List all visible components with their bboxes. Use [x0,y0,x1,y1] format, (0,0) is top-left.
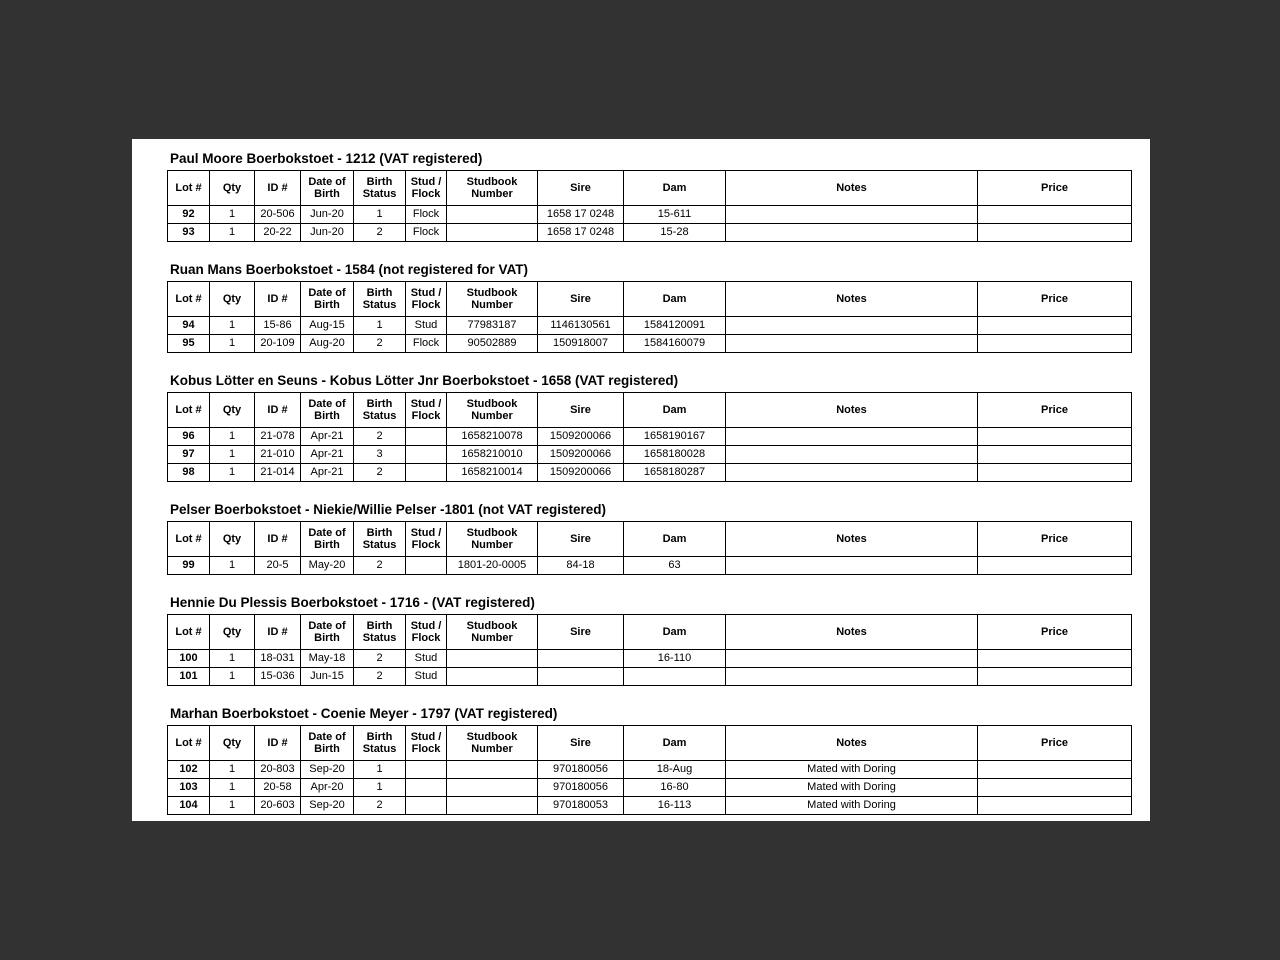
section-title: Paul Moore Boerbokstoet - 1212 (VAT registered) [170,151,483,166]
cell-price [978,797,1132,815]
cell-notes [726,650,978,668]
cell-price [978,206,1132,224]
cell-sire [538,668,624,686]
cell-notes [726,446,978,464]
cell-studbook: 90502889 [447,335,538,353]
column-header-price: Price [978,393,1132,428]
cell-price [978,317,1132,335]
column-header-qty: Qty [210,393,255,428]
lot-section [167,150,1150,242]
header-row [168,522,1132,557]
cell-price [978,668,1132,686]
cell-price [978,650,1132,668]
column-header-stud-flock: Stud / Flock [406,726,447,761]
cell-qty: 1 [210,335,255,353]
cell-studbook [447,206,538,224]
catalogue-content [132,139,1150,815]
cell-dob: Sep-20 [301,797,354,815]
cell-qty: 1 [210,557,255,575]
cell-lot: 99 [168,557,210,575]
column-header-id: ID # [255,282,301,317]
cell-sire: 1146130561 [538,317,624,335]
cell-dam: 16-80 [624,779,726,797]
cell-sire: 1658 17 0248 [538,206,624,224]
column-header-dob: Date of Birth [301,522,354,557]
column-header-id: ID # [255,615,301,650]
table-row [168,206,1132,224]
cell-dob: Jun-15 [301,668,354,686]
cell-dam: 1584120091 [624,317,726,335]
cell-dob: Apr-21 [301,428,354,446]
lot-section [167,705,1150,815]
column-header-qty: Qty [210,282,255,317]
column-header-dam: Dam [624,171,726,206]
cell-notes [726,428,978,446]
cell-birth-status: 2 [354,428,406,446]
column-header-notes: Notes [726,393,978,428]
cell-price [978,335,1132,353]
column-header-price: Price [978,282,1132,317]
cell-dob: Aug-15 [301,317,354,335]
cell-dam: 1658180028 [624,446,726,464]
column-header-studbook: Studbook Number [447,726,538,761]
cell-stud-flock: Stud [406,650,447,668]
cell-id: 20-109 [255,335,301,353]
cell-lot: 93 [168,224,210,242]
cell-id: 21-010 [255,446,301,464]
column-header-birth-status: Birth Status [354,615,406,650]
cell-id: 15-036 [255,668,301,686]
column-header-stud-flock: Stud / Flock [406,615,447,650]
header-row [168,171,1132,206]
cell-studbook [447,761,538,779]
section-title: Pelser Boerbokstoet - Niekie/Willie Pelser -1801 (not VAT registered) [170,502,607,517]
cell-dob: Sep-20 [301,761,354,779]
column-header-qty: Qty [210,615,255,650]
cell-qty: 1 [210,761,255,779]
cell-dam: 16-113 [624,797,726,815]
column-header-notes: Notes [726,171,978,206]
column-header-lot: Lot # [168,171,210,206]
cell-id: 21-014 [255,464,301,482]
table-row [168,446,1132,464]
cell-notes: Mated with Doring [726,779,978,797]
cell-notes [726,224,978,242]
column-header-lot: Lot # [168,282,210,317]
cell-dam: 1658190167 [624,428,726,446]
cell-stud-flock: Flock [406,335,447,353]
cell-price [978,224,1132,242]
cell-price [978,761,1132,779]
cell-qty: 1 [210,650,255,668]
cell-stud-flock [406,761,447,779]
cell-dob: Apr-21 [301,446,354,464]
column-header-id: ID # [255,393,301,428]
cell-stud-flock [406,446,447,464]
cell-dob: Jun-20 [301,224,354,242]
cell-qty: 1 [210,446,255,464]
cell-lot: 103 [168,779,210,797]
column-header-id: ID # [255,171,301,206]
cell-id: 15-86 [255,317,301,335]
cell-studbook: 1801-20-0005 [447,557,538,575]
column-header-birth-status: Birth Status [354,171,406,206]
header-row [168,615,1132,650]
cell-notes [726,317,978,335]
column-header-studbook: Studbook Number [447,171,538,206]
cell-sire: 970180056 [538,761,624,779]
header-row [168,726,1132,761]
cell-lot: 98 [168,464,210,482]
column-header-stud-flock: Stud / Flock [406,171,447,206]
cell-studbook [447,668,538,686]
header-row [168,393,1132,428]
cell-notes [726,557,978,575]
lot-section [167,261,1150,353]
column-header-sire: Sire [538,615,624,650]
table-row [168,335,1132,353]
cell-qty: 1 [210,779,255,797]
cell-dob: Aug-20 [301,335,354,353]
section-title: Marhan Boerbokstoet - Coenie Meyer - 1797 (VAT registered) [170,706,558,721]
cell-dam: 1584160079 [624,335,726,353]
table-row [168,650,1132,668]
cell-dam: 16-110 [624,650,726,668]
cell-sire: 1658 17 0248 [538,224,624,242]
lot-table [167,392,1132,482]
column-header-stud-flock: Stud / Flock [406,282,447,317]
column-header-lot: Lot # [168,522,210,557]
cell-id: 20-603 [255,797,301,815]
cell-id: 20-22 [255,224,301,242]
lot-table [167,614,1132,686]
column-header-birth-status: Birth Status [354,726,406,761]
cell-dob: May-20 [301,557,354,575]
column-header-lot: Lot # [168,726,210,761]
cell-studbook [447,650,538,668]
cell-birth-status: 1 [354,761,406,779]
cell-studbook [447,779,538,797]
column-header-dob: Date of Birth [301,393,354,428]
cell-studbook [447,224,538,242]
cell-price [978,779,1132,797]
cell-birth-status: 2 [354,797,406,815]
column-header-sire: Sire [538,393,624,428]
column-header-id: ID # [255,726,301,761]
column-header-sire: Sire [538,282,624,317]
lot-section [167,372,1150,482]
header-row [168,282,1132,317]
column-header-sire: Sire [538,522,624,557]
table-row [168,557,1132,575]
cell-dam: 1658180287 [624,464,726,482]
table-row [168,464,1132,482]
cell-qty: 1 [210,317,255,335]
cell-stud-flock [406,428,447,446]
cell-stud-flock: Flock [406,206,447,224]
cell-notes [726,464,978,482]
cell-birth-status: 2 [354,557,406,575]
column-header-price: Price [978,615,1132,650]
column-header-sire: Sire [538,726,624,761]
cell-studbook: 77983187 [447,317,538,335]
column-header-lot: Lot # [168,393,210,428]
cell-price [978,464,1132,482]
column-header-studbook: Studbook Number [447,393,538,428]
cell-qty: 1 [210,224,255,242]
column-header-birth-status: Birth Status [354,282,406,317]
cell-lot: 94 [168,317,210,335]
column-header-dam: Dam [624,282,726,317]
cell-sire: 1509200066 [538,464,624,482]
cell-notes: Mated with Doring [726,797,978,815]
column-header-studbook: Studbook Number [447,615,538,650]
cell-qty: 1 [210,428,255,446]
cell-dob: May-18 [301,650,354,668]
column-header-dam: Dam [624,393,726,428]
table-row [168,779,1132,797]
column-header-stud-flock: Stud / Flock [406,522,447,557]
cell-birth-status: 2 [354,668,406,686]
table-row [168,761,1132,779]
cell-notes [726,206,978,224]
cell-id: 21-078 [255,428,301,446]
cell-stud-flock [406,557,447,575]
cell-id: 20-5 [255,557,301,575]
cell-dam: 15-28 [624,224,726,242]
lot-table [167,725,1132,815]
cell-birth-status: 2 [354,464,406,482]
cell-dam: 18-Aug [624,761,726,779]
column-header-price: Price [978,171,1132,206]
column-header-birth-status: Birth Status [354,522,406,557]
cell-stud-flock [406,797,447,815]
cell-id: 18-031 [255,650,301,668]
cell-dob: Jun-20 [301,206,354,224]
column-header-dam: Dam [624,726,726,761]
column-header-lot: Lot # [168,615,210,650]
cell-birth-status: 2 [354,224,406,242]
cell-dam [624,668,726,686]
section-title: Kobus Lötter en Seuns - Kobus Lötter Jnr Boerbokstoet - 1658 (VAT registered) [170,373,679,388]
lot-table [167,281,1132,353]
cell-stud-flock: Stud [406,317,447,335]
cell-lot: 104 [168,797,210,815]
cell-dam: 15-611 [624,206,726,224]
cell-notes: Mated with Doring [726,761,978,779]
cell-price [978,446,1132,464]
cell-lot: 97 [168,446,210,464]
column-header-stud-flock: Stud / Flock [406,393,447,428]
column-header-dam: Dam [624,615,726,650]
column-header-qty: Qty [210,522,255,557]
cell-id: 20-506 [255,206,301,224]
cell-dam: 63 [624,557,726,575]
cell-studbook: 1658210014 [447,464,538,482]
column-header-id: ID # [255,522,301,557]
cell-sire: 970180056 [538,779,624,797]
column-header-dob: Date of Birth [301,171,354,206]
column-header-price: Price [978,522,1132,557]
cell-birth-status: 2 [354,650,406,668]
column-header-dob: Date of Birth [301,726,354,761]
column-header-dob: Date of Birth [301,615,354,650]
cell-birth-status: 1 [354,317,406,335]
cell-studbook: 1658210078 [447,428,538,446]
table-row [168,668,1132,686]
cell-studbook [447,797,538,815]
cell-lot: 95 [168,335,210,353]
cell-sire: 150918007 [538,335,624,353]
cell-birth-status: 3 [354,446,406,464]
column-header-notes: Notes [726,522,978,557]
cell-stud-flock: Flock [406,224,447,242]
cell-qty: 1 [210,668,255,686]
cell-price [978,557,1132,575]
lot-table [167,170,1132,242]
column-header-dob: Date of Birth [301,282,354,317]
table-row [168,317,1132,335]
cell-sire [538,650,624,668]
column-header-price: Price [978,726,1132,761]
cell-id: 20-803 [255,761,301,779]
cell-qty: 1 [210,206,255,224]
column-header-notes: Notes [726,726,978,761]
lot-section [167,501,1150,575]
table-row [168,797,1132,815]
column-header-studbook: Studbook Number [447,522,538,557]
document-page [132,139,1150,821]
cell-birth-status: 1 [354,779,406,797]
cell-lot: 101 [168,668,210,686]
column-header-dam: Dam [624,522,726,557]
cell-price [978,428,1132,446]
cell-studbook: 1658210010 [447,446,538,464]
cell-dob: Apr-20 [301,779,354,797]
table-row [168,224,1132,242]
section-title: Ruan Mans Boerbokstoet - 1584 (not registered for VAT) [170,262,529,277]
cell-birth-status: 1 [354,206,406,224]
cell-sire: 1509200066 [538,428,624,446]
column-header-sire: Sire [538,171,624,206]
cell-sire: 1509200066 [538,446,624,464]
cell-stud-flock: Stud [406,668,447,686]
cell-stud-flock [406,779,447,797]
section-title: Hennie Du Plessis Boerbokstoet - 1716 - (VAT registered) [170,595,535,610]
column-header-qty: Qty [210,726,255,761]
column-header-notes: Notes [726,282,978,317]
cell-notes [726,668,978,686]
cell-notes [726,335,978,353]
table-row [168,428,1132,446]
column-header-studbook: Studbook Number [447,282,538,317]
lot-section [167,594,1150,686]
cell-sire: 970180053 [538,797,624,815]
column-header-birth-status: Birth Status [354,393,406,428]
cell-sire: 84-18 [538,557,624,575]
lot-table [167,521,1132,575]
cell-stud-flock [406,464,447,482]
column-header-qty: Qty [210,171,255,206]
cell-birth-status: 2 [354,335,406,353]
cell-lot: 96 [168,428,210,446]
cell-lot: 102 [168,761,210,779]
column-header-notes: Notes [726,615,978,650]
cell-dob: Apr-21 [301,464,354,482]
cell-qty: 1 [210,464,255,482]
cell-qty: 1 [210,797,255,815]
cell-lot: 92 [168,206,210,224]
cell-lot: 100 [168,650,210,668]
cell-id: 20-58 [255,779,301,797]
